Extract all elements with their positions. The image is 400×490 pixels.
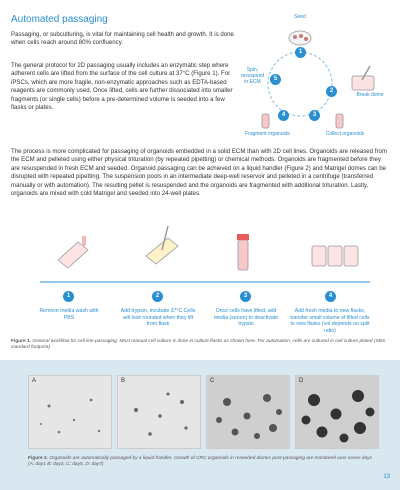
break-dome-icon [352,66,374,90]
micrograph-a-image [29,376,111,448]
cycle-step-3: 3 [309,110,320,121]
collect-tube-icon [336,114,343,128]
micrograph-d-image [296,376,378,448]
micrograph-panel-b [117,375,201,449]
micrograph-panel-c [206,375,290,449]
micrograph-c-image [207,376,289,448]
cycle-step-2: 2 [326,86,337,97]
fragment-tube-icon [262,114,269,128]
figure-1-caption-bold: Figure 1. [11,339,31,344]
panel-b-label: B [121,378,126,384]
figure-1-caption [11,339,391,352]
panel-c-label: C [210,378,215,384]
step-2-label: Add trypsin, incubate 37°C Cells will look rounded when they lift from flask [120,308,196,328]
intro-paragraph-2: The general protocol for 2D passaging usually includes an enzymatic step where adherent cells are lifted from the surface of the cell culture at 37°C (Figure 1). For iPSCs, which are more fragile, non-enzymatic approaches such as EDTA-based reagents are commonly used. Once lifted, cells are further dissociated into smaller fragments (or single cells) before a pre-determined volume is seeded into a few flasks or plates. [11,62,233,112]
cycle-spin-label: Spin, resuspend in ECM [240,67,265,85]
cycle-step-4: 4 [278,110,289,121]
tube-media-icon [237,234,249,270]
micrograph-panel-a [28,375,112,449]
cycle-fragment-label: Fragment organoids [245,131,290,137]
cycle-seed-label: Seed [294,14,306,20]
cycle-step-1: 1 [295,47,306,58]
step-1-marker: 1 [63,291,74,302]
step-4-marker: 4 [325,291,336,302]
micrograph-panel-d [295,375,379,449]
step-3-label: Once cells have lifted, add media (serum) to deactivate trypsin [213,308,279,328]
workflow-illustration [40,222,370,290]
step-2-marker: 2 [152,291,163,302]
cycle-step-5: 5 [270,74,281,85]
flask-pbs-icon [58,236,88,268]
step-3-marker: 3 [240,291,251,302]
panel-d-label: D [299,378,304,384]
new-flasks-icon [312,246,358,266]
flask-trypsin-icon [146,226,178,264]
cycle-break-label: Break dome [356,92,384,98]
step-4-label: Add fresh media to new flasks, transfer small volume of lifted cells to new flasks (vol depends on split ratio) [290,308,370,334]
page-number: 13 [383,474,390,480]
step-1-label: Remove media wash with PBS [39,308,99,321]
figure-2-caption-text: Organoids are automatically passaged by a liquid handler. Growth of CRC organoids in reseeded domes post-passaging are monitored over seven days (A: day1 B: day3, C: day5, D: day7) [28,456,373,468]
body-paragraph: The process is more complicated for passaging of organoids embedded in a solid ECM than with 2D cell lines. Organoids are released from the ECM and pelleted using either physical trituration (by repeated pipetting) or chemical methods. Organoids are fragmented before they are resuspended in fresh ECM and seeded. Organoid passaging can be achieved on a liquid handler (Figure 2) and Matrigel domes can be disrupted with repeated pipetting. The suspension pools in an intermediate deep-well reservoir and pelleted in a centrifuge (transferred manually or with automation). The resulting pellet is resuspended and the organoids are fragmented with additional trituration. Lastly, organoids are mixed with cold Matrigel and seeded into 24-well plates. [11,148,387,198]
cycle-collect-label: Collect organoids [325,131,365,137]
seed-dish-icon [289,31,311,45]
section-title: Automated passaging [11,14,108,25]
micrograph-b-image [118,376,200,448]
panel-a-label: A [32,378,37,384]
passaging-cycle-diagram [240,14,395,144]
figure-2-caption [28,456,378,469]
figure-1-caption-text: General workflow for cell line passaging. Most manual cell culture is done in culture flasks as shown here. For automation, cells are cultured in cell culture plated (SBS standard footprint) [11,339,386,351]
figure-2-caption-bold: Figure 2. [28,456,48,461]
intro-paragraph-1: Passaging, or subculturing, is vital for maintaining cell health and growth. It is done when cells reach around 80% confluency. [11,31,234,47]
